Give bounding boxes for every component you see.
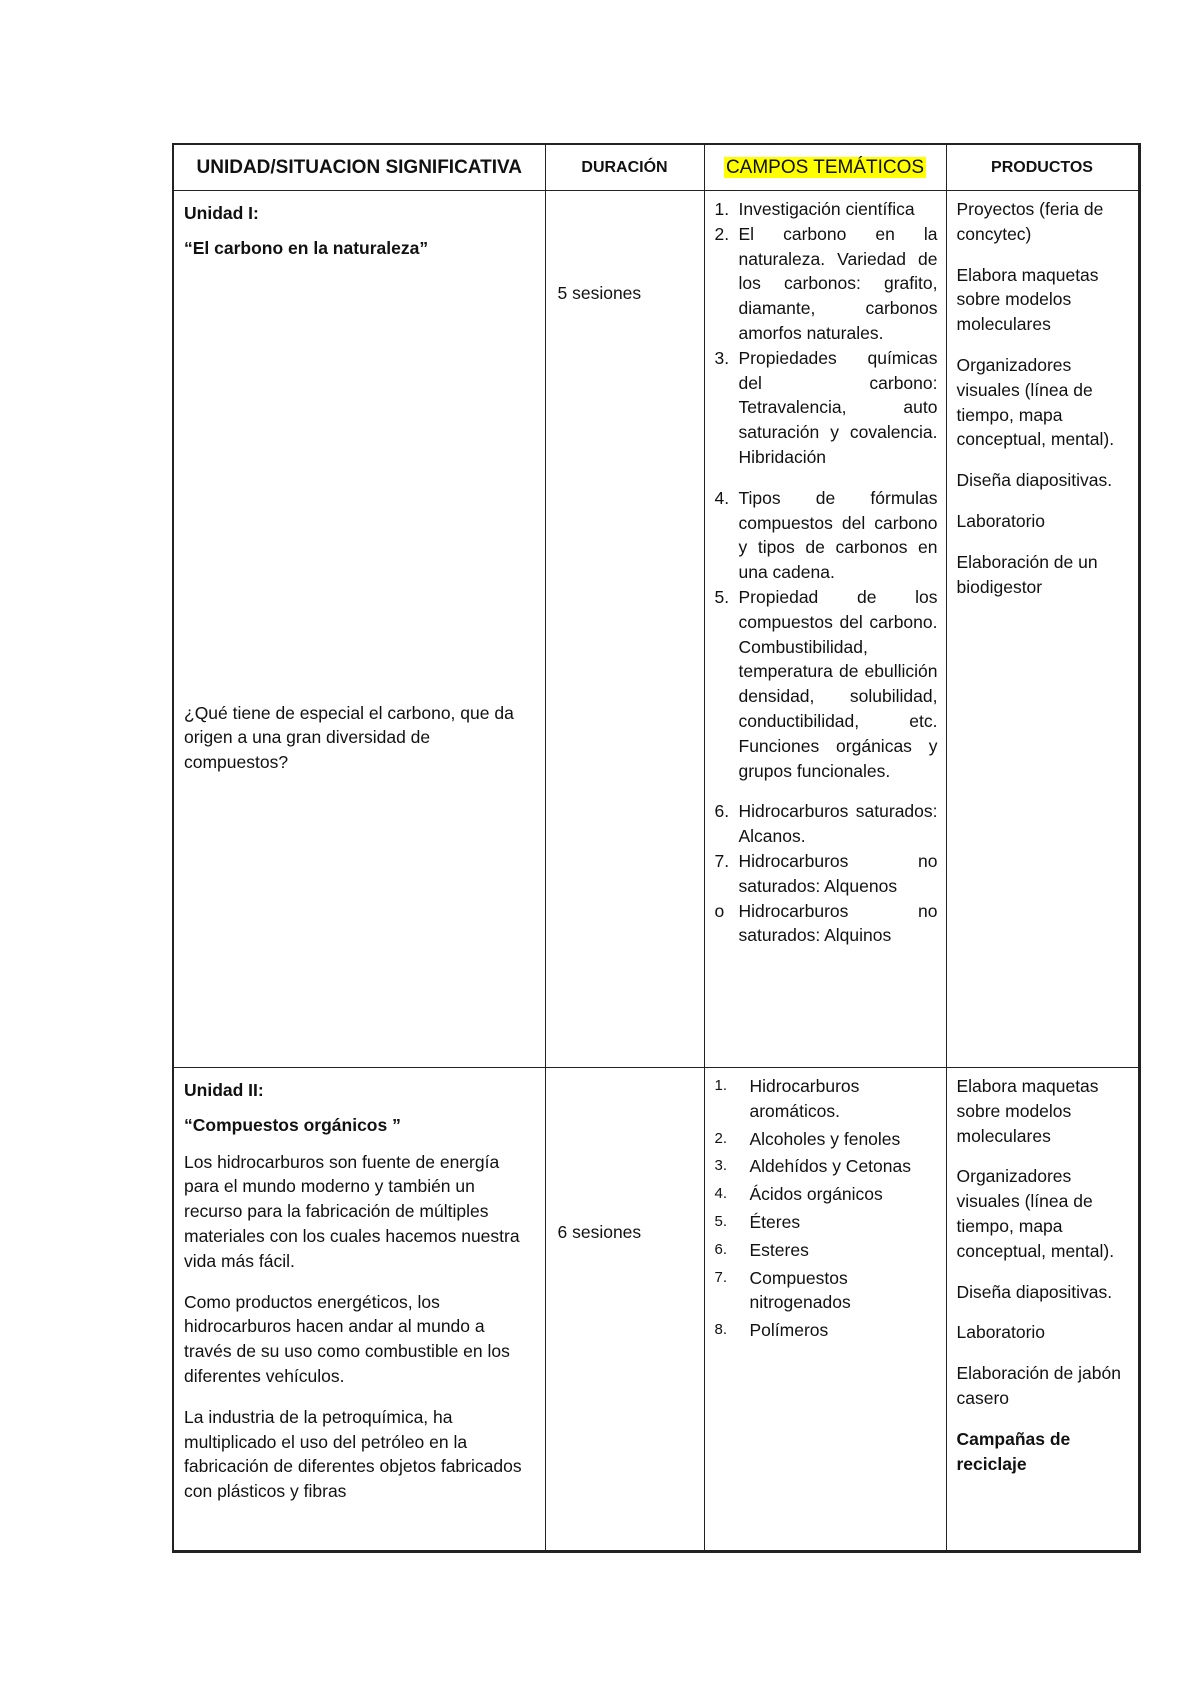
unit1-topics-cell — [704, 191, 946, 1068]
list-item: 7. Hidrocarburos no saturados: Alquenos — [714, 850, 938, 896]
list-item: 3. Propiedades químicas del carbono: Tetravalencia, auto saturación y covalencia. Hibridación — [714, 347, 938, 467]
header-topics — [704, 144, 946, 191]
unit2-duration: 6 sesiones — [557, 1222, 642, 1242]
header-row — [173, 144, 1139, 191]
list-item: 4. Tipos de fórmulas compuestos del carbono y tipos de carbonos en una cadena. — [714, 487, 938, 583]
list-item: 8. Polímeros — [714, 1320, 829, 1341]
unit2-paragraph: La industria de la petroquímica, ha multiplicado el uso del petróleo en la fabricación de diferentes objetos fabricados con plásticos y fibras — [184, 1406, 522, 1502]
product-item: Elabora maquetas sobre modelos moleculares — [956, 1076, 1099, 1146]
unit1-products-cell — [946, 191, 1139, 1068]
list-item: 6. Esteres — [714, 1239, 809, 1260]
list-item: 4. Ácidos orgánicos — [714, 1184, 883, 1205]
unit1-topic-list — [715, 197, 938, 948]
product-item: Organizadores visuales (línea de tiempo, mapa conceptual, mental). — [956, 354, 1115, 450]
product-item: Laboratorio — [956, 510, 1046, 531]
list-item: 6. Hidrocarburos saturados: Alcanos. — [714, 801, 938, 847]
product-item: Diseña diapositivas. — [956, 470, 1113, 491]
product-item: Elabora maquetas sobre modelos moleculares — [956, 264, 1099, 335]
unit2-row — [173, 1068, 1139, 1552]
header-duration: DURACIÓN — [545, 144, 704, 191]
list-item: 5. Propiedad de los compuestos del carbono. Combustibilidad, temperatura de ebullición densidad, solubilidad, conductibilidad, etc. Funciones orgánicas y grupos funcionales. — [714, 586, 938, 781]
product-item: Diseña diapositivas. — [956, 1281, 1113, 1302]
product-item: Elaboración de jabón casero — [956, 1363, 1121, 1408]
header-products: PRODUCTOS — [946, 144, 1139, 191]
list-item: 2. El carbono en la naturaleza. Variedad de los carbonos: grafito, diamante, carbonos amorfos naturales. — [714, 223, 938, 343]
list-item: 3. Aldehídos y Cetonas — [714, 1156, 911, 1177]
list-item: 2. Alcoholes y fenoles — [714, 1128, 901, 1149]
list-item: 5. Éteres — [714, 1211, 801, 1232]
list-item: 1. Investigación científica — [714, 199, 915, 219]
unit1-name: “El carbono en la naturaleza” — [184, 237, 429, 258]
header-unit: UNIDAD/SITUACION SIGNIFICATIVA — [173, 144, 545, 191]
unit1-title: Unidad I: — [184, 203, 259, 223]
list-item: 1. Hidrocarburos aromáticos. — [714, 1076, 860, 1121]
unit2-duration-cell — [545, 1068, 704, 1552]
unit1-duration: 5 sesiones — [557, 283, 642, 303]
list-item: 7. Compuestos nitrogenados — [714, 1267, 851, 1313]
unit2-title: Unidad II: — [184, 1080, 264, 1100]
planning-table — [172, 143, 1141, 1553]
product-item-bold: Campañas de reciclaje — [956, 1428, 1071, 1474]
unit2-products-cell — [946, 1068, 1139, 1552]
header-topics-highlight: CAMPOS TEMÁTICOS — [725, 156, 925, 178]
unit1-duration-cell — [545, 191, 704, 1068]
unit2-paragraph: Como productos energéticos, los hidrocarburos hacen andar al mundo a través de su uso como combustible en los diferentes vehículos. — [184, 1291, 510, 1386]
product-item: Elaboración de un biodigestor — [956, 551, 1098, 597]
unit1-cell — [173, 191, 545, 1068]
list-item: o Hidrocarburos no saturados: Alquinos — [714, 900, 938, 946]
product-item: Laboratorio — [956, 1322, 1046, 1343]
unit2-topics-cell — [704, 1068, 946, 1552]
unit1-row — [173, 191, 1139, 1068]
unit2-paragraph: Los hidrocarburos son fuente de energía para el mundo moderno y también un recurso para la fabricación de múltiples materiales con los cuales hacemos nuestra vida más fácil. — [184, 1151, 520, 1271]
unit2-name: “Compuestos orgánicos ” — [184, 1114, 401, 1135]
unit2-cell — [173, 1068, 545, 1552]
product-item: Proyectos (feria de concytec) — [956, 199, 1104, 244]
product-item: Organizadores visuales (línea de tiempo, mapa conceptual, mental). — [956, 1166, 1115, 1261]
unit1-question: ¿Qué tiene de especial el carbono, que da origen a una gran diversidad de compuestos? — [184, 702, 514, 773]
unit2-topic-list — [715, 1074, 938, 1343]
